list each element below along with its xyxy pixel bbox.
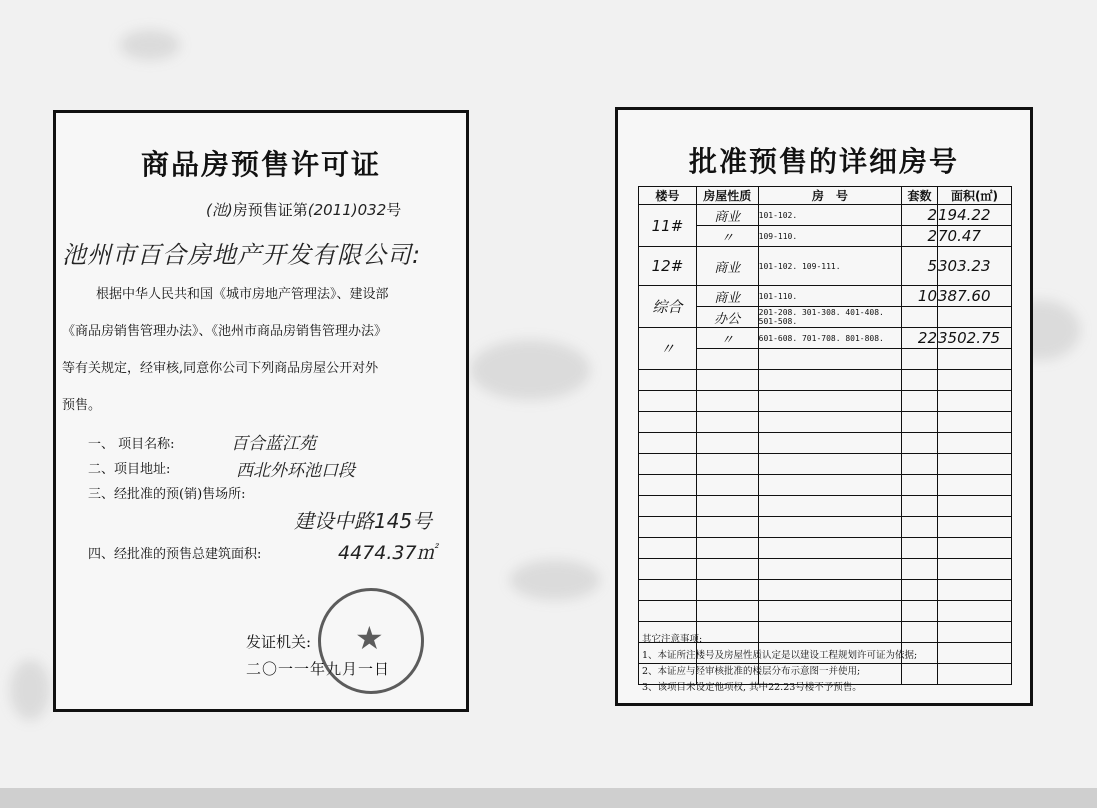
notes-title: 其它注意事项: [642,634,703,645]
table-row [639,391,1012,412]
count-cell: 22 [902,328,938,349]
rooms-cell: 101-110. [758,286,901,307]
issue-date: 二〇一一年九月一日 [246,660,391,678]
item3-value: 建设中路145号 [294,509,433,533]
table-row [639,538,1012,559]
item2-value: 西北外环池口段 [236,461,355,481]
usage-cell: 〃 [696,328,758,349]
company-name: 池州市百合房地产开发有限公司: [62,241,422,269]
count-cell: 10 [902,286,938,307]
col-area: 面积(㎡) [938,187,1012,205]
rooms-cell: 109-110. [758,226,901,247]
cert-suffix: 号 [386,201,402,219]
table-row [639,475,1012,496]
building-cell: 11# [639,205,697,247]
official-seal [318,588,424,694]
table-row [639,412,1012,433]
area-cell: 303.23 [938,247,1012,286]
permit-title: 商品房预售许可证 [140,148,381,181]
rooms-cell: 101-102. 109-111. [758,247,901,286]
building-cell: 〃 [639,328,697,370]
table-row [639,517,1012,538]
count-cell: 2 [902,205,938,226]
usage-cell: 商业 [696,286,758,307]
count-cell: 2 [902,226,938,247]
cert-number-line [206,199,401,220]
col-building: 楼号 [639,187,697,205]
col-count: 套数 [902,187,938,205]
rooms-cell: 101-102. [758,205,901,226]
usage-cell: 〃 [696,226,758,247]
usage-cell: 办公 [696,307,758,328]
area-cell: 194.22 [938,205,1012,226]
item1-value: 百合蓝江苑 [231,434,316,454]
rooms-form-title: 批准预售的详细房号 [688,145,959,178]
rooms-table-header [639,187,1012,205]
item1-label: 一、 项目名称: [88,437,175,452]
count-cell: 5 [902,247,938,286]
table-row [639,559,1012,580]
note-3: 3、该项目未设定他项权, 其中22.23号楼不予预售。 [642,682,862,693]
scanner-edge [0,788,1097,808]
item4-value: 4474.37㎡ [338,542,436,564]
cert-mid: 房预售证第 [232,201,308,219]
approved-rooms-form [615,107,1033,706]
item3-label: 三、经批准的预(销)售场所: [88,487,246,502]
cert-prefix: (池) [206,201,233,219]
body-line-4: 预售。 [62,398,102,413]
count-cell [902,307,938,328]
table-row [639,286,1012,307]
table-row [639,454,1012,475]
item4-label: 四、经批准的预售总建筑面积: [88,547,262,562]
table-row [639,247,1012,286]
building-cell: 综合 [639,286,697,328]
body-line-3: 等有关规定，经审核,同意你公司下列商品房屋公开对外 [62,361,379,376]
item2-label: 二、项目地址: [88,462,171,477]
note-1: 1、本证所注楼号及房屋性质认定是以建设工程规划许可证为依据; [642,650,918,661]
usage-cell: 商业 [696,247,758,286]
body-line-1: 根据中华人民共和国《城市房地产管理法》、建设部 [96,287,389,302]
table-row [639,601,1012,622]
notes-section [642,632,917,696]
area-cell: 387.60 [938,286,1012,307]
body-line-2: 《商品房销售管理办法》、《池州市商品房销售管理办法》 [62,324,388,339]
col-room-numbers: 房 号 [758,187,901,205]
table-row [639,205,1012,226]
building-cell: 12# [639,247,697,286]
table-row [639,328,1012,349]
rooms-cell: 601-608. 701-708. 801-808. [758,328,901,349]
col-usage: 房屋性质 [696,187,758,205]
rooms-table [638,186,1012,685]
cert-number: (2011)032 [307,201,387,219]
area-cell: 3502.75 [938,328,1012,349]
area-cell [938,307,1012,328]
table-row [639,580,1012,601]
table-row [639,496,1012,517]
area-cell: 70.47 [938,226,1012,247]
table-row [639,370,1012,391]
note-2: 2、本证应与经审核批准的楼层分布示意图一并使用; [642,666,861,677]
rooms-cell: 201-208. 301-308. 401-408. 501-508. [758,307,901,328]
issuer-label: 发证机关: [246,633,312,651]
table-row [639,433,1012,454]
usage-cell: 商业 [696,205,758,226]
seal-star-icon: ★ [355,619,384,657]
